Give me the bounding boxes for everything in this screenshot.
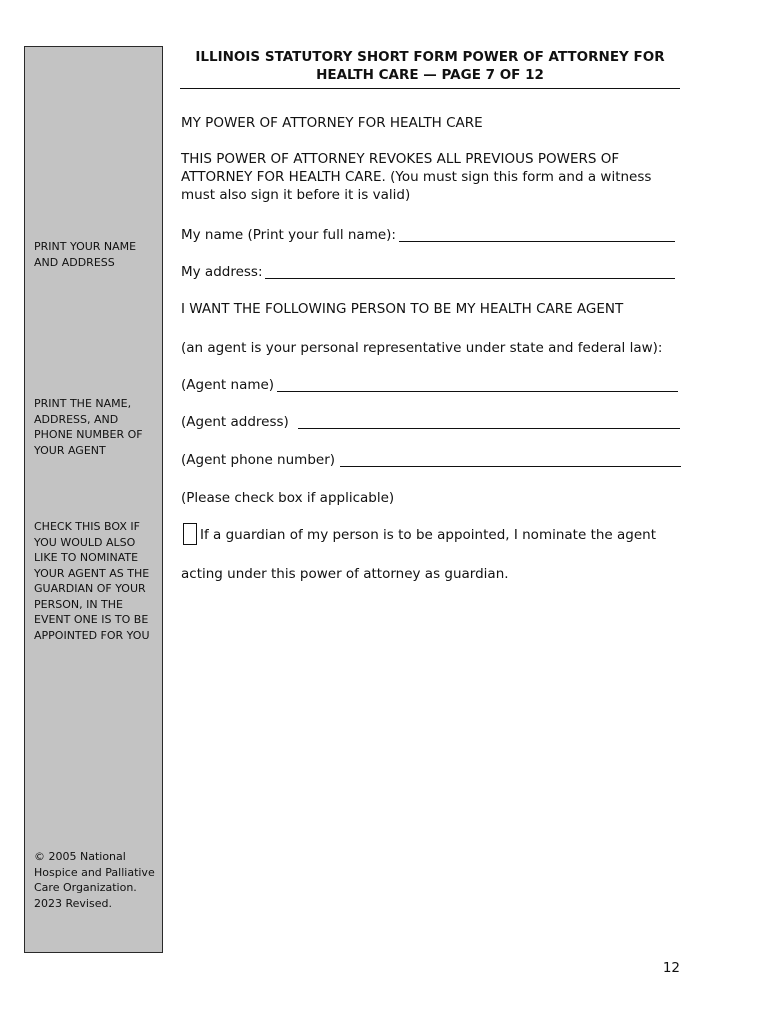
guardian-checkbox[interactable] xyxy=(183,523,197,545)
agent-note: (an agent is your personal representative under state and federal law): xyxy=(181,340,663,356)
guardian-text-line2: acting under this power of attorney as guardian. xyxy=(181,566,509,582)
page-title: ILLINOIS STATUTORY SHORT FORM POWER OF ATTORNEY FOR HEALTH CARE — PAGE 7 OF 12 xyxy=(180,48,680,89)
sidebar-note-name-address: PRINT YOUR NAME AND ADDRESS xyxy=(34,240,137,269)
sidebar xyxy=(24,46,163,953)
agent-name-field[interactable] xyxy=(277,391,678,392)
name-label: My name (Print your full name): xyxy=(181,227,396,243)
sidebar-note-guardian: CHECK THIS BOX IF YOU WOULD ALSO LIKE TO NOMINATE YOUR AGENT AS THE GUARDIAN OF YOUR PERSON, IN THE EVENT ONE IS TO BE APPOINTED FOR YOU xyxy=(34,520,150,642)
guardian-text-line1: If a guardian of my person is to be appointed, I nominate the agent xyxy=(200,527,657,543)
address-label: My address: xyxy=(181,264,263,280)
agent-heading: I WANT THE FOLLOWING PERSON TO BE MY HEALTH CARE AGENT xyxy=(181,301,624,317)
name-field[interactable] xyxy=(399,241,675,242)
agent-name-label: (Agent name) xyxy=(181,377,275,393)
address-field[interactable] xyxy=(265,278,675,279)
revoke-paragraph: THIS POWER OF ATTORNEY REVOKES ALL PREVIOUS POWERS OF ATTORNEY FOR HEALTH CARE. (You must sign this form and a witness must also sign it before it is valid) xyxy=(181,151,652,203)
check-note: (Please check box if applicable) xyxy=(181,490,395,506)
agent-phone-field[interactable] xyxy=(340,466,681,467)
sidebar-copyright: © 2005 National Hospice and Palliative Care Organization. 2023 Revised. xyxy=(34,850,155,910)
sidebar-note-agent-info: PRINT THE NAME, ADDRESS, AND PHONE NUMBER OF YOUR AGENT xyxy=(34,397,143,457)
form-heading: MY POWER OF ATTORNEY FOR HEALTH CARE xyxy=(181,115,483,131)
agent-phone-label: (Agent phone number) xyxy=(181,452,336,468)
agent-address-label: (Agent address) xyxy=(181,414,289,430)
agent-address-field[interactable] xyxy=(298,428,680,429)
page-number: 12 xyxy=(662,960,680,976)
